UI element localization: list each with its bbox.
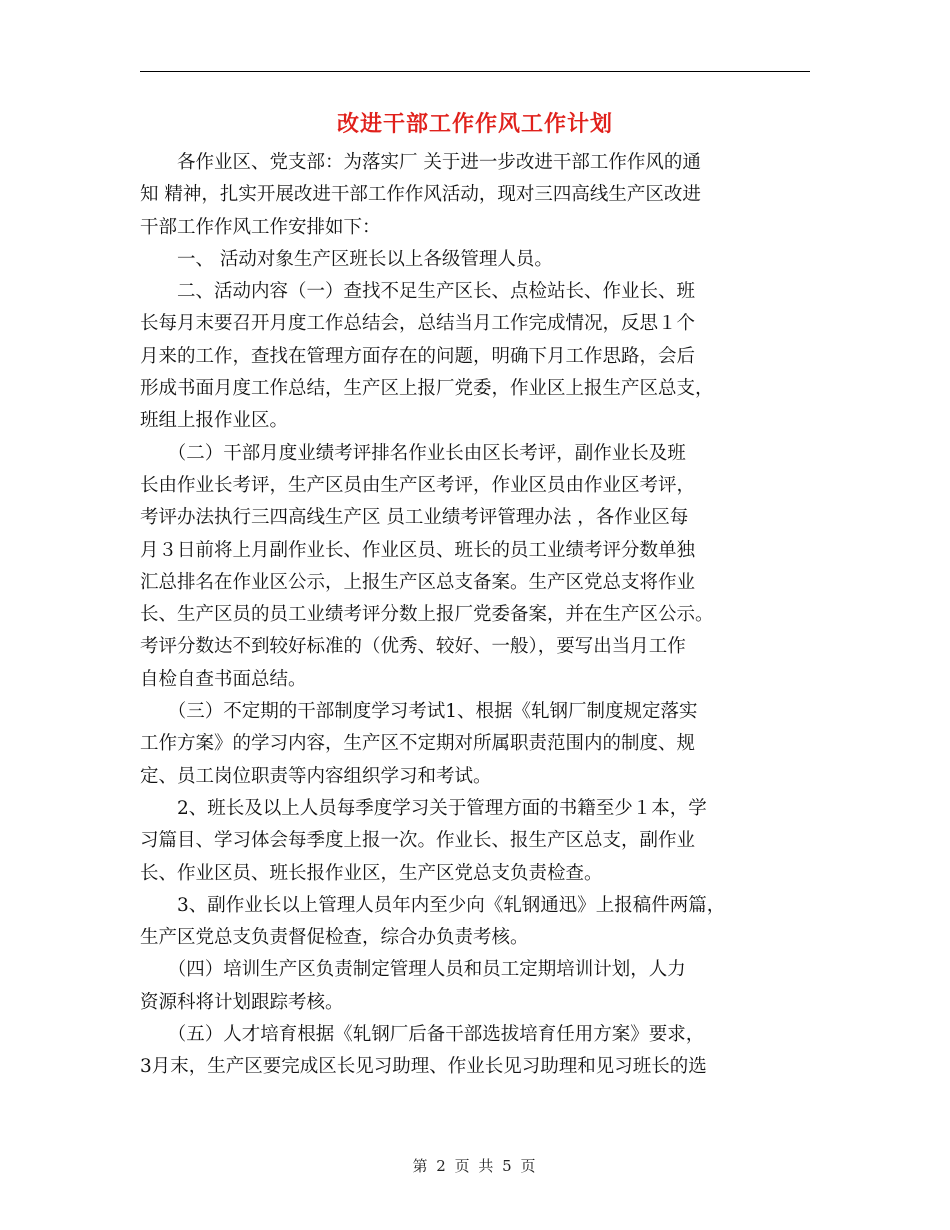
body-line: （四）培训生产区负责制定管理人员和员工定期培训计划，人力 xyxy=(140,959,686,981)
body-line: 自检自查书面总结。 xyxy=(140,668,307,690)
body-line: 工作方案》的学习内容，生产区不定期对所属职责范围内的制度、规 xyxy=(140,733,696,755)
body-line: 习篇目、学习体会每季度上报一次。作业长、报生产区总支，副作业 xyxy=(140,830,696,852)
body-line: 2、班长及以上人员每季度学习关于管理方面的书籍至少１本，学 xyxy=(140,797,707,819)
body-line: 资源科将计划跟踪考核。 xyxy=(140,991,344,1013)
body-line: 长、生产区员的员工业绩考评分数上报厂党委备案，并在生产区公示。 xyxy=(140,604,714,626)
body-line: （二）干部月度业绩考评排名作业长由区长考评，副作业长及班 xyxy=(140,442,686,464)
document-title: 改进干部工作作风工作计划 xyxy=(336,112,613,137)
body-line: 考评分数达不到较好标准的（优秀、较好、一般），要写出当月工作 xyxy=(140,636,686,658)
body-line: 各作业区、党支部：为落实厂 关于进一步改进干部工作作风的通 xyxy=(140,152,701,173)
page-footer: 第 2 页 共 5 页 xyxy=(412,1157,538,1175)
body-line: 生产区党总支负责督促检查，综合办负责考核。 xyxy=(140,927,529,949)
body-line: 班组上报作业区。 xyxy=(140,410,289,432)
body-line: 知 精神，扎实开展改进干部工作作风活动，现对三四高线生产区改进 xyxy=(140,184,701,206)
document-body xyxy=(140,147,808,1084)
body-line: 二、活动内容（一）查找不足生产区长、点检站长、作业长、班 xyxy=(140,281,696,303)
body-line: 长、作业区员、班长报作业区，生产区党总支负责检查。 xyxy=(140,862,603,884)
body-line: 定、员工岗位职责等内容组织学习和考试。 xyxy=(140,765,492,787)
body-line: 长由作业长考评，生产区员由生产区考评，作业区员由作业区考评， xyxy=(140,474,696,496)
body-line: 形成书面月度工作总结，生产区上报厂党委，作业区上报生产区总支， xyxy=(140,378,714,400)
body-line: 长每月末要召开月度工作总结会，总结当月工作完成情况，反思１个 xyxy=(140,313,696,335)
body-line: 一、 活动对象生产区班长以上各级管理人员。 xyxy=(140,248,553,270)
body-line: 3月末，生产区要完成区长见习助理、作业长见习助理和见习班长的选 xyxy=(140,1056,707,1078)
body-line: （五）人才培育根据《轧钢厂后备干部选拔培育任用方案》要求， xyxy=(140,1024,705,1046)
body-line: 3、副作业长以上管理人员年内至少向《轧钢通迅》上报稿件两篇， xyxy=(140,894,726,916)
body-line: 干部工作作风工作安排如下： xyxy=(140,216,381,238)
body-line: 汇总排名在作业区公示，上报生产区总支备案。生产区党总支将作业 xyxy=(140,571,696,593)
header-rule xyxy=(140,71,810,72)
body-line: 考评办法执行三四高线生产区 员工业绩考评管理办法 ，各作业区每 xyxy=(140,507,689,529)
body-line: （三）不定期的干部制度学习考试1、根据《轧钢厂制度规定落实 xyxy=(140,701,698,723)
body-line: 月３日前将上月副作业长、作业区员、班长的员工业绩考评分数单独 xyxy=(140,539,696,561)
body-line: 月来的工作，查找在管理方面存在的问题，明确下月工作思路，会后 xyxy=(140,345,696,367)
